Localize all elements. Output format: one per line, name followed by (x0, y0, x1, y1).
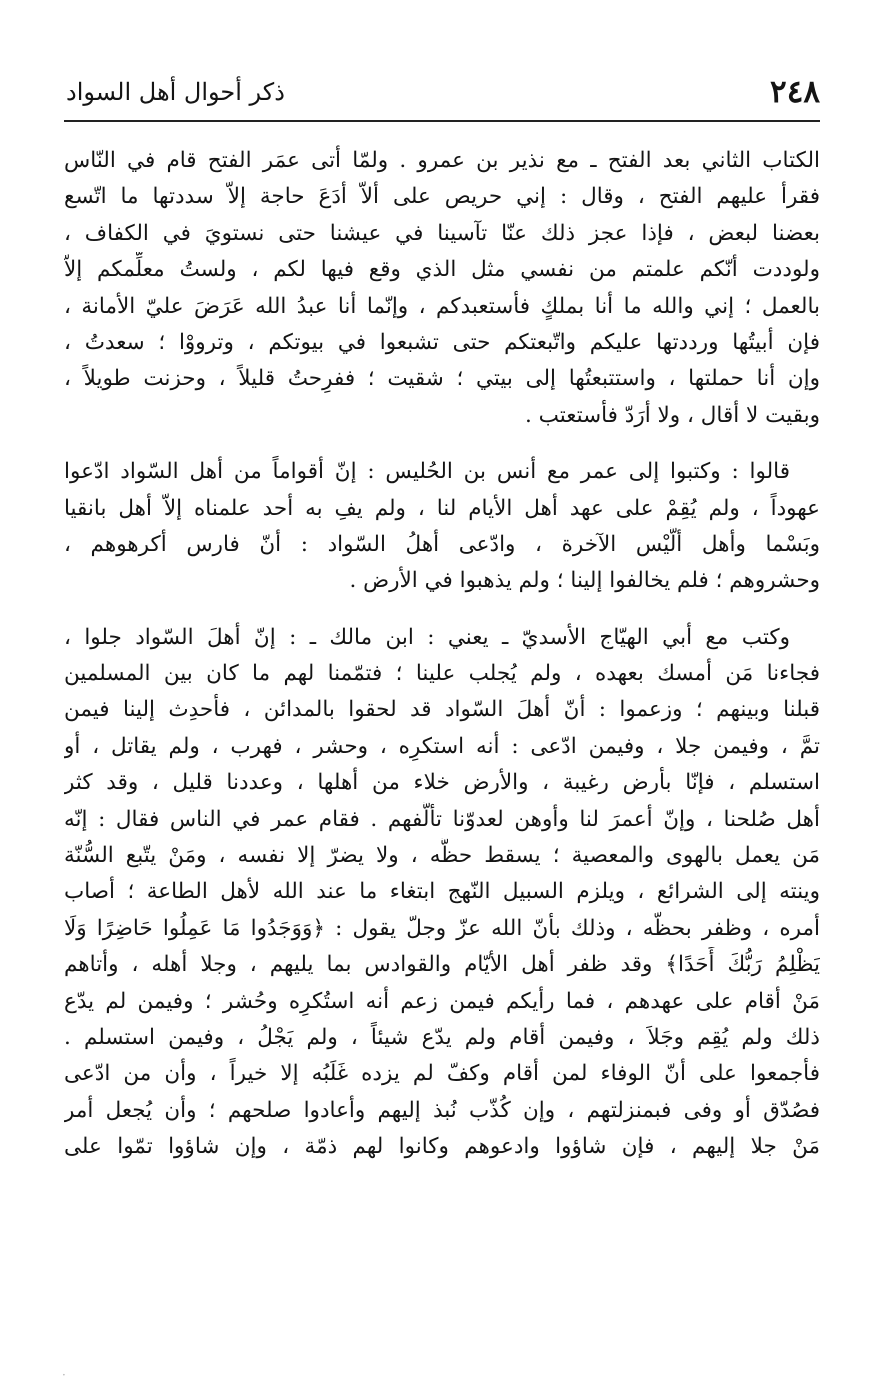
text-line: فقرأ عليهم الفتح ، وقال : إني حريص على ألاّ أدَعَ حاجة إلاّ سددتها ما اتّسع (64, 184, 820, 210)
text-line: ولوددت أنّكم علمتم من نفسي مثل الذي وقع فيها لكم ، ولستُ معلِّمكم إلاّ (64, 257, 820, 283)
text-line: الكتاب الثاني بعد الفتح ـ مع نذير بن عمرو . ولمّا أتى عمَر الفتح قام في النّاس (64, 148, 820, 173)
text-line: عهوداً ، ولم يُقِمْ على عهد أهل الأيام لنا ، ولم يفِ به أحد علمناه إلاّ أهل بانقيا (64, 495, 820, 521)
page-header (64, 74, 820, 110)
text-line: قبلنا وبينهم ؛ وزعموا : أنّ أهلَ السّواد قد لحقوا بالمدائن ، فأحدِث إلينا فيمن (64, 697, 820, 723)
paragraph-1 (64, 143, 820, 434)
text-line: فصُدّق أو وفى فبمنزلتهم ، وإن كُذّب نُبذ إليهم وأعادوا صلحهم ؛ وأن يُجعل أمر (64, 1097, 820, 1123)
header-rule (64, 120, 820, 122)
paragraph-2 (64, 454, 820, 600)
text-line: أمره ، وظفر بحظّه ، وذلك بأنّ الله عزّ وجلّ يقول : ﴿وَوَجَدُوا مَا عَمِلُوا حَاضِرًا وَلَا (64, 915, 820, 941)
text-line: وإن أنا حملتها ، واستتبعتُها إلى بيتي ؛ شقيت ؛ ففرِحتُ قليلاً ، وحزنت طويلاً ، (64, 366, 820, 392)
page-number: ٢٤٨ (770, 74, 820, 110)
text-line: تمَّ ، وفيمن جلا ، وفيمن ادّعى : أنه استكرِه ، وحشر ، فهرب ، ولم يقاتل ، أو (64, 733, 820, 759)
text-line: يَظْلِمُ رَبُّكَ أَحَدًا﴾ وقد ظفر أهل الأيّام والقوادس بما يليهم ، وجلا أهله ، وأتاهم (64, 952, 820, 978)
text-line: مَن يعمل بالهوى والمعصية ؛ يسقط حظُّه ، ولا يضرّ إلا نفسه ، ومَنْ يتّبع السُّنّة (64, 843, 820, 869)
text-line: قالوا : وكتبوا إلى عمر مع أنس بن الحُليس : إنّ أقواماً من أهل السّواد ادّعوا (64, 459, 790, 485)
text-line: وكتب مع أبي الهيّاج الأسديّ ـ يعني : ابن مالك ـ : إنّ أهلَ السّواد جلوا ، (64, 624, 790, 650)
text-line: ذلك ولم يُقِم وجَلاَ ، وفيمن أقام ولم يدّع شيئاً ، ولم يَجْلُ ، وفيمن استسلم . (64, 1024, 820, 1050)
paragraph-3 (64, 620, 820, 1166)
text-line: فإن أبيتُها ورددتها عليكم واتّبعتكم حتى تشبعوا في بيوتكم ، وترووْا ؛ سعدتُ ، (64, 329, 820, 355)
text-line: مَنْ أقام على عهدهم ، فما رأيكم فيمن زعم أنه استُكرِه وحُشر ؛ وفيمن لم يدّع (64, 988, 820, 1014)
text-line: وحشروهم ؛ فلم يخالفوا إلينا ؛ ولم يذهبوا في الأرض . (349, 568, 820, 594)
text-line: وينته إلى الشرائع ، ويلزم السبيل النّهج ابتغاء ما عند الله لأهل الطاعة ؛ أصاب (64, 879, 820, 905)
text-line: أهل صُلحنا ، وإنّ أعمرَ لنا وأوهن لعدوّنا تألُّفهم . فقام عمر في الناس فقال : إنّه (64, 806, 820, 832)
text-line: مَنْ جلا إليهم ، فإن شاؤوا وادعوهم وكانوا لهم ذمّة ، وإن شاؤوا تمّوا على (64, 1134, 820, 1160)
text-line: فأجمعوا على أنّ الوفاء لمن أقام وكفّ لم يزده غَلَبُه إلا خيراً ، وأن من ادّعى (64, 1061, 820, 1087)
text-line: بعضنا لبعض ، فإذا عجز ذلك عنّا تآسينا في عيشنا حتى نستويَ في الكفاف ، (64, 220, 820, 246)
text-line: استسلم ، فإنّا بأرض رغيبة ، والأرض خلاء من أهلها ، وعددنا قليل ، وقد كثر (64, 770, 820, 796)
text-line: فجاءنا مَن أمسك بعهده ، ولم يُجلب علينا ؛ فتمّمنا لهم ما كان بين المسلمين (64, 661, 820, 687)
text-line: بالعمل ؛ إني والله ما أنا بملكٍ فأستعبدكم ، وإنّما أنا عبدُ الله عَرَضَ عليّ الأمانة ، (64, 293, 820, 319)
corner-mark: · (62, 1368, 66, 1382)
running-title: ذكر أحوال أهل السواد (66, 78, 285, 106)
body-text (64, 143, 820, 1166)
text-line: وبقيت لا أقال ، ولا أرَدّ فأستعتب . (524, 402, 820, 428)
text-line: وبَسْما وأهل ألَّيْس الآخرة ، وادّعى أهلُ السّواد : أنّ فارس أكرهوهم ، (64, 531, 820, 557)
